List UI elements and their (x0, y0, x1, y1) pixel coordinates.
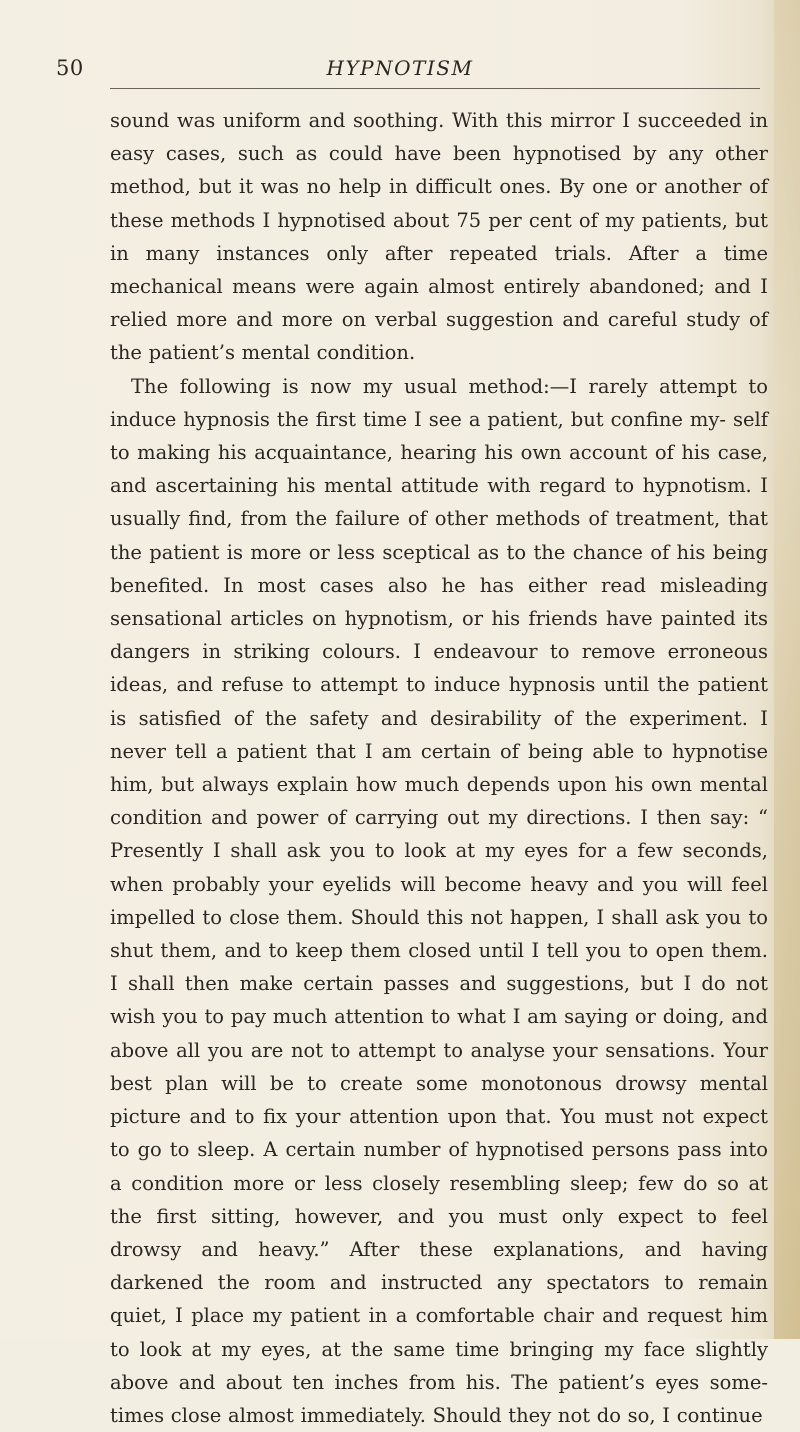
paragraph: sound was uniform and soothing. With this mirror I succeeded in easy cases, such as could have been hypnotised by any other method, but it was no help in difficult ones. By one or another of these methods I hypnotised about 75 per cent of my patients, but in many instances only after repeated trials. After a time mechanical means were again almost entirely abandoned; and I relied more and more on verbal suggestion and careful study of the patient’s mental condition. (110, 109, 768, 365)
page-header (0, 52, 800, 92)
paragraph: The following is now my usual method:—I rarely attempt to induce hypnosis the first time I see a patient, but confine my- self to making his acquaintance, hearing his own account of his case, and ascertaining his mental attitude with regard to hypnotism. I usually find, from the failure of other methods of treatment, that the patient is more or less sceptical as to the chance of his being benefited. In most cases also he has either read misleading sensational articles on hypnotism, or his friends have painted its dangers in striking colours. I endeavour to remove erroneous ideas, and refuse to attempt to induce hypnosis until the patient is satisfied of the safety and desirability of the experiment. I never tell a patient that I am certain of being able to hypnotise him, but always explain how much depends upon his own mental condition and power of carrying out my directions. I then say: “ Presently I shall ask you to look at my eyes for a few seconds, when probably your eyelids will become heavy and you will feel impelled to close them. Should this not happen, I shall ask you to shut them, and to keep them closed until I tell you to open them. I shall then make certain passes and suggestions, but I do not wish you to pay much attention to what I am saying or doing, and above all you are not to attempt to analyse your sensations. Your best plan will be to create some monotonous drowsy mental picture and to fix your attention upon that. You must not expect to go to sleep. A certain number of hypnotised persons pass into a condition more or less closely resembling sleep; few do so at the first sitting, however, and you must only expect to feel drowsy and heavy.” After these explanations, and having darkened the room and instructed any spectators to remain quiet, I place my patient in a comfortable chair and request him to look at my eyes, at the same time bringing my face slightly above and about ten inches from his. The patient’s eyes some- times close almost immediately. Should they not do so, I continue (110, 374, 768, 1427)
page-edge-stain (774, 0, 800, 1339)
page-number: 50 (56, 56, 84, 80)
body-text (110, 104, 768, 1432)
header-rule (110, 88, 760, 89)
running-title: HYPNOTISM (326, 56, 474, 80)
